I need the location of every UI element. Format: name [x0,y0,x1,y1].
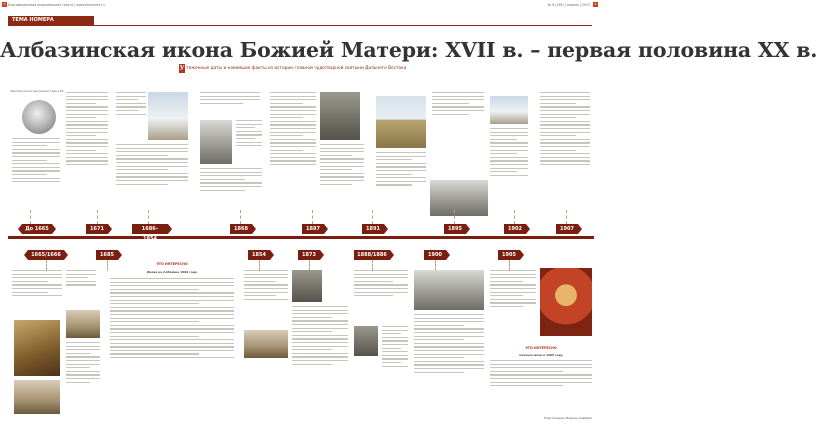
header-left-text: Благовещенская епархиальная газета | www.amurvera.ru [8,3,105,7]
article-column-lower [382,326,408,410]
connector-line [372,260,373,270]
cathedral-photo [376,96,426,148]
article-column-upper [66,92,108,212]
article-column-upper [236,120,262,164]
article-column-upper [376,152,426,212]
tsar-portrait-photo [320,92,360,140]
timeline-date: 1868 [230,224,252,234]
connector-line [46,260,47,270]
town-panorama-photo [430,180,488,216]
timeline-date: 1888/1886 [354,250,390,260]
article-column-lower [490,360,592,406]
timeline-date: 1686–1854 [132,224,168,234]
timeline-date: 1887 [302,224,324,234]
article-column-lower [490,270,536,340]
article-column-lower [110,278,234,410]
header-bar [0,0,600,9]
interesting-box-subtitle: Икона на Албазине 1666 года [146,270,198,274]
book-cover-photo [244,330,288,358]
page-subtitle [179,65,407,72]
article-column-upper [320,144,364,212]
interesting-box-title: ЭТО ИНТЕРЕСНО [525,346,557,350]
connector-line [30,210,31,224]
connector-line [454,210,455,224]
connector-line [566,210,567,224]
connector-line [309,260,310,270]
timeline-date: 1907 [556,224,578,234]
connector-line [312,210,313,224]
timeline-date: 1905 [498,250,520,260]
article-column-lower [292,306,348,406]
article-column-lower [354,270,408,322]
engraving-photo [66,310,100,338]
albazin-icon-photo [14,320,60,376]
connector-line [509,260,510,270]
article-column-upper [432,92,484,132]
article-column-lower [66,270,96,306]
timeline-date: 1900 [424,250,446,260]
article-column-upper [200,168,262,212]
page-number-right: 9 [594,2,597,6]
connector-line [240,210,241,224]
article-column-upper [116,144,188,212]
timeline-date: 1685 [96,250,118,260]
holy-icon-photo [540,268,592,336]
article-column-upper [540,92,590,212]
article-column-lower [66,342,100,414]
historic-drawing-photo [14,380,60,414]
article-column-upper [200,92,260,116]
subtitle-text: тяженные даты и новейшие факты из истории главной чудотворной святыни Дальнего Востока [186,66,407,71]
connector-line [435,260,436,270]
timeline-date: 1665/1666 [28,250,64,260]
connector-line [259,260,260,270]
priest-portrait-photo [200,120,232,164]
article-column-upper [116,92,146,132]
timeline-date: До 1665 [22,224,52,234]
article-column-lower [244,270,288,326]
procession-photo [414,270,484,310]
header-right-text: № 6 (165) | апрель | 2015 [547,3,590,7]
timeline-date: 1873 [298,250,320,260]
article-column-lower [414,314,484,410]
timeline-date: 1895 [444,224,466,234]
page-title: Албазинская икона Божией Матери: XVII в. – первая половина XX в. [0,38,817,62]
drop-cap: У [179,65,185,72]
coin-caption: Памятная монета Центрального банка РФ [10,90,64,93]
timeline-date: 1854 [248,250,270,260]
article-column-upper [12,138,60,212]
interesting-box-title: ЭТО ИНТЕРЕСНО [156,262,188,266]
section-rule [8,25,592,26]
author-signature: Подготовила Марина Альбери [544,416,592,420]
church-photo [490,96,528,124]
connector-line [372,210,373,224]
article-column-upper [490,128,528,212]
section-tab: ТЕМА НОМЕРА [8,16,94,25]
timeline-date: 1671 [86,224,108,234]
article-column-lower [12,270,62,318]
commemorative-coin-photo [22,100,56,134]
clergy-portrait-photo [354,326,378,356]
connector-line [148,210,149,224]
page-number-left: 8 [3,2,6,6]
timeline-date: 1902 [504,224,526,234]
timeline-date: 1891 [362,224,384,234]
article-column-upper [270,92,316,212]
interesting-box-subtitle: Сколько икон в 1905 году [519,353,563,357]
nobleman-portrait-photo [292,270,322,302]
connector-line [514,210,515,224]
connector-line [97,210,98,224]
albazin-landscape-photo [148,92,188,140]
timeline-axis [8,236,594,239]
